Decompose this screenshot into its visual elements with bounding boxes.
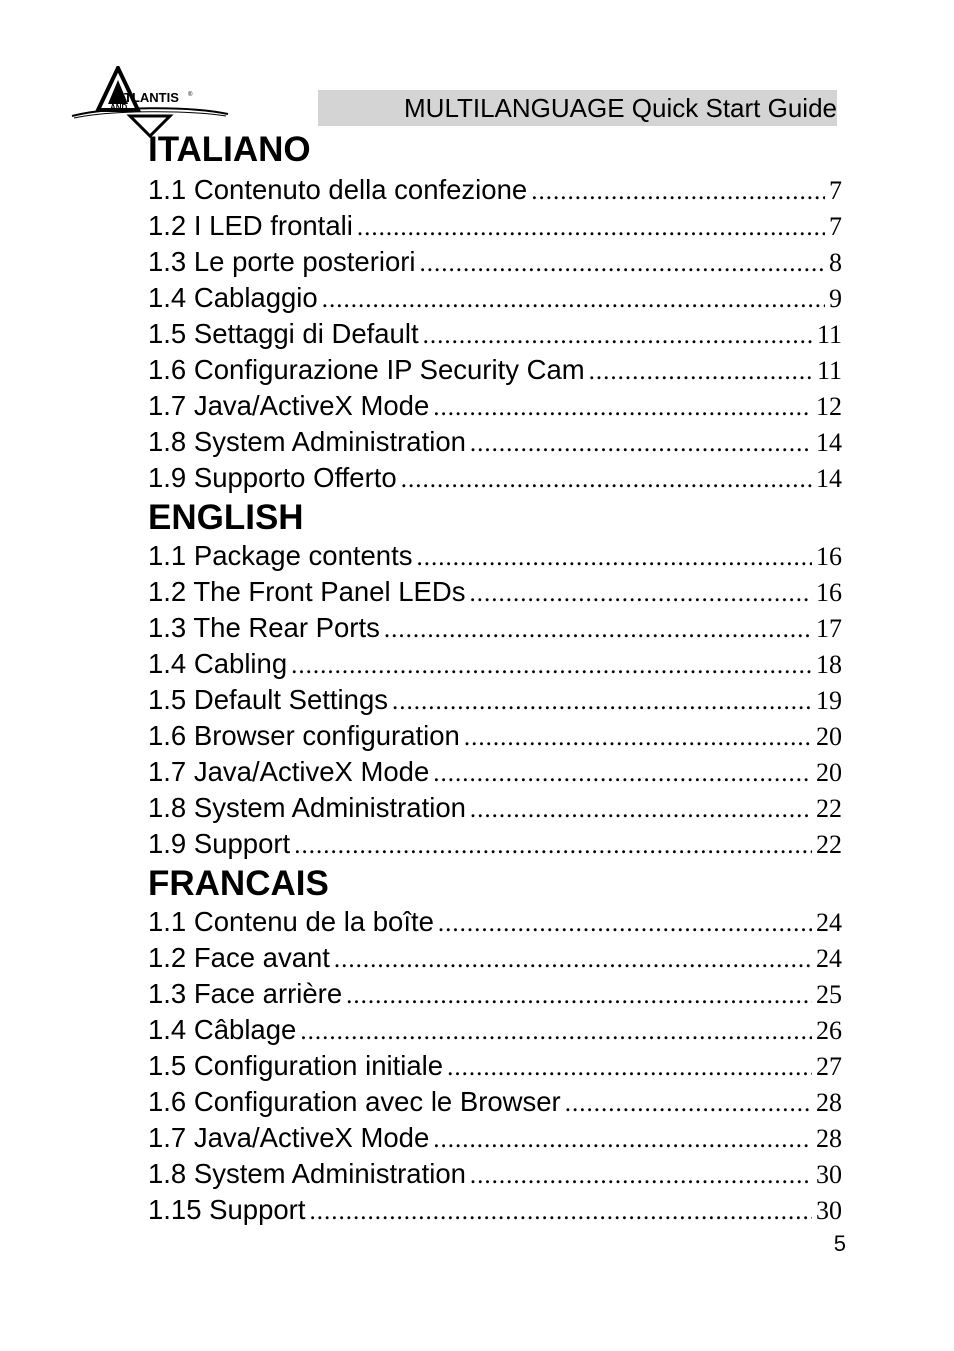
dot-leader	[438, 906, 812, 942]
toc-entry-label: 1.6 Browser configuration	[148, 720, 460, 751]
toc-entry-page: 9	[829, 284, 842, 313]
table-of-contents	[148, 130, 842, 1228]
toc-entry[interactable]	[148, 646, 842, 682]
toc-entry[interactable]	[148, 1012, 842, 1048]
toc-entry[interactable]	[148, 718, 842, 754]
page-number: 5	[833, 1231, 846, 1256]
dot-leader	[291, 648, 812, 684]
toc-entry[interactable]	[148, 1120, 842, 1156]
toc-entry-label: 1.5 Default Settings	[148, 684, 389, 715]
toc-entry-label: 1.2 The Front Panel LEDs	[148, 576, 466, 607]
dot-leader	[384, 612, 812, 648]
toc-entry[interactable]	[148, 904, 842, 940]
dot-leader	[433, 390, 812, 426]
toc-entry-label: 1.15 Support	[148, 1194, 306, 1225]
section-english	[148, 498, 842, 862]
dot-leader	[470, 792, 812, 828]
toc-entry-label: 1.9 Supporto Offerto	[148, 462, 397, 493]
section-title: FRANCAIS	[148, 864, 329, 903]
dot-leader	[470, 426, 812, 462]
toc-entry-page: 25	[816, 980, 842, 1009]
toc-entry-page: 22	[816, 830, 842, 859]
toc-entry[interactable]	[148, 790, 842, 826]
toc-entry[interactable]	[148, 610, 842, 646]
toc-entry-page: 24	[816, 908, 842, 937]
toc-entry-page: 22	[816, 794, 842, 823]
toc-entry-label: 1.4 Cabling	[148, 648, 288, 679]
toc-entry-label: 1.7 Java/ActiveX Mode	[148, 756, 430, 787]
toc-entry-page: 19	[816, 686, 842, 715]
dot-leader	[470, 1158, 812, 1194]
toc-entry-label: 1.7 Java/ActiveX Mode	[148, 390, 430, 421]
toc-entry-page: 30	[816, 1196, 842, 1225]
dot-leader	[322, 282, 825, 318]
toc-entry-page: 12	[816, 392, 842, 421]
toc-entry-page: 16	[816, 542, 842, 571]
dot-leader	[423, 318, 813, 354]
toc-entry[interactable]	[148, 574, 842, 610]
dot-leader	[464, 720, 812, 756]
section-francais	[148, 864, 842, 1228]
toc-entry-page: 28	[816, 1088, 842, 1117]
section-italiano	[148, 130, 842, 496]
toc-entry-label: 1.1 Contenu de la boîte	[148, 906, 434, 937]
dot-leader	[294, 828, 812, 864]
section-title: ENGLISH	[148, 498, 304, 537]
toc-entry-page: 11	[816, 356, 842, 385]
toc-entry-label: 1.3 Le porte posteriori	[148, 246, 416, 277]
toc-entry-page: 14	[816, 428, 842, 457]
toc-entry[interactable]	[148, 1156, 842, 1192]
dot-leader	[300, 1014, 812, 1050]
toc-entry[interactable]	[148, 754, 842, 790]
toc-entry-label: 1.5 Configuration initiale	[148, 1050, 444, 1081]
dot-leader	[346, 978, 812, 1014]
toc-entry-page: 28	[816, 1124, 842, 1153]
toc-entry-label: 1.1 Package contents	[148, 540, 413, 571]
toc-entry-label: 1.7 Java/ActiveX Mode	[148, 1122, 430, 1153]
dot-leader	[433, 1122, 812, 1158]
toc-entry-label: 1.6 Configuration avec le Browser	[148, 1086, 561, 1117]
toc-entry-label: 1.1 Contenuto della confezione	[148, 174, 528, 205]
toc-entry-label: 1.3 The Rear Ports	[148, 612, 380, 643]
dot-leader	[309, 1194, 812, 1230]
toc-entry[interactable]	[148, 424, 842, 460]
dot-leader	[433, 756, 812, 792]
dot-leader	[401, 462, 812, 498]
toc-entry-label: 1.2 Face avant	[148, 942, 330, 973]
toc-entry-page: 7	[829, 176, 842, 205]
toc-entry-label: 1.8 System Administration	[148, 426, 466, 457]
svg-text:TLANTIS: TLANTIS	[124, 90, 179, 105]
toc-entry[interactable]	[148, 208, 842, 244]
toc-entry-label: 1.4 Cablaggio	[148, 282, 318, 313]
toc-entry-label: 1.2 I LED frontali	[148, 210, 353, 241]
header-title: MULTILANGUAGE Quick Start Guide	[318, 90, 837, 126]
toc-entry[interactable]	[148, 388, 842, 424]
dot-leader	[589, 354, 813, 390]
dot-leader	[420, 246, 825, 282]
toc-entry-page: 8	[829, 248, 842, 277]
toc-entry[interactable]	[148, 940, 842, 976]
toc-entry-label: 1.8 System Administration	[148, 1158, 466, 1189]
toc-entry[interactable]	[148, 244, 842, 280]
toc-entry-label: 1.3 Face arrière	[148, 978, 343, 1009]
toc-entry[interactable]	[148, 280, 842, 316]
toc-entry[interactable]	[148, 1192, 842, 1228]
toc-entry[interactable]	[148, 316, 842, 352]
dot-leader	[531, 174, 825, 210]
toc-entry-page: 14	[816, 464, 842, 493]
dot-leader	[417, 540, 813, 576]
toc-entry-label: 1.5 Settaggi di Default	[148, 318, 419, 349]
toc-entry[interactable]	[148, 976, 842, 1012]
dot-leader	[447, 1050, 812, 1086]
toc-entry-page: 17	[816, 614, 842, 643]
toc-entry-page: 24	[816, 944, 842, 973]
svg-text:AND: AND	[110, 103, 128, 112]
toc-entry[interactable]	[148, 538, 842, 574]
dot-leader	[334, 942, 812, 978]
toc-entry[interactable]	[148, 172, 842, 208]
toc-entry-page: 18	[816, 650, 842, 679]
toc-entry[interactable]	[148, 1084, 842, 1120]
toc-entry-label: 1.9 Support	[148, 828, 291, 859]
svg-text:®: ®	[188, 92, 193, 98]
toc-entry-label: 1.6 Configurazione IP Security Cam	[148, 354, 585, 385]
dot-leader	[392, 684, 812, 720]
dot-leader	[565, 1086, 812, 1122]
dot-leader	[357, 210, 825, 246]
atlantis-land-logo	[70, 66, 230, 138]
toc-entry-page: 27	[816, 1052, 842, 1081]
toc-entry-label: 1.8 System Administration	[148, 792, 466, 823]
toc-entry[interactable]	[148, 826, 842, 862]
section-title: ITALIANO	[148, 130, 311, 169]
toc-entry-page: 16	[816, 578, 842, 607]
toc-entry-page: 30	[816, 1160, 842, 1189]
toc-entry[interactable]	[148, 1048, 842, 1084]
toc-entry-page: 26	[816, 1016, 842, 1045]
toc-entry-page: 11	[816, 320, 842, 349]
toc-entry-page: 20	[816, 722, 842, 751]
dot-leader	[469, 576, 812, 612]
toc-entry[interactable]	[148, 460, 842, 496]
toc-entry[interactable]	[148, 682, 842, 718]
toc-entry-label: 1.4 Câblage	[148, 1014, 297, 1045]
toc-entry-page: 7	[829, 212, 842, 241]
toc-entry[interactable]	[148, 352, 842, 388]
toc-entry-page: 20	[816, 758, 842, 787]
